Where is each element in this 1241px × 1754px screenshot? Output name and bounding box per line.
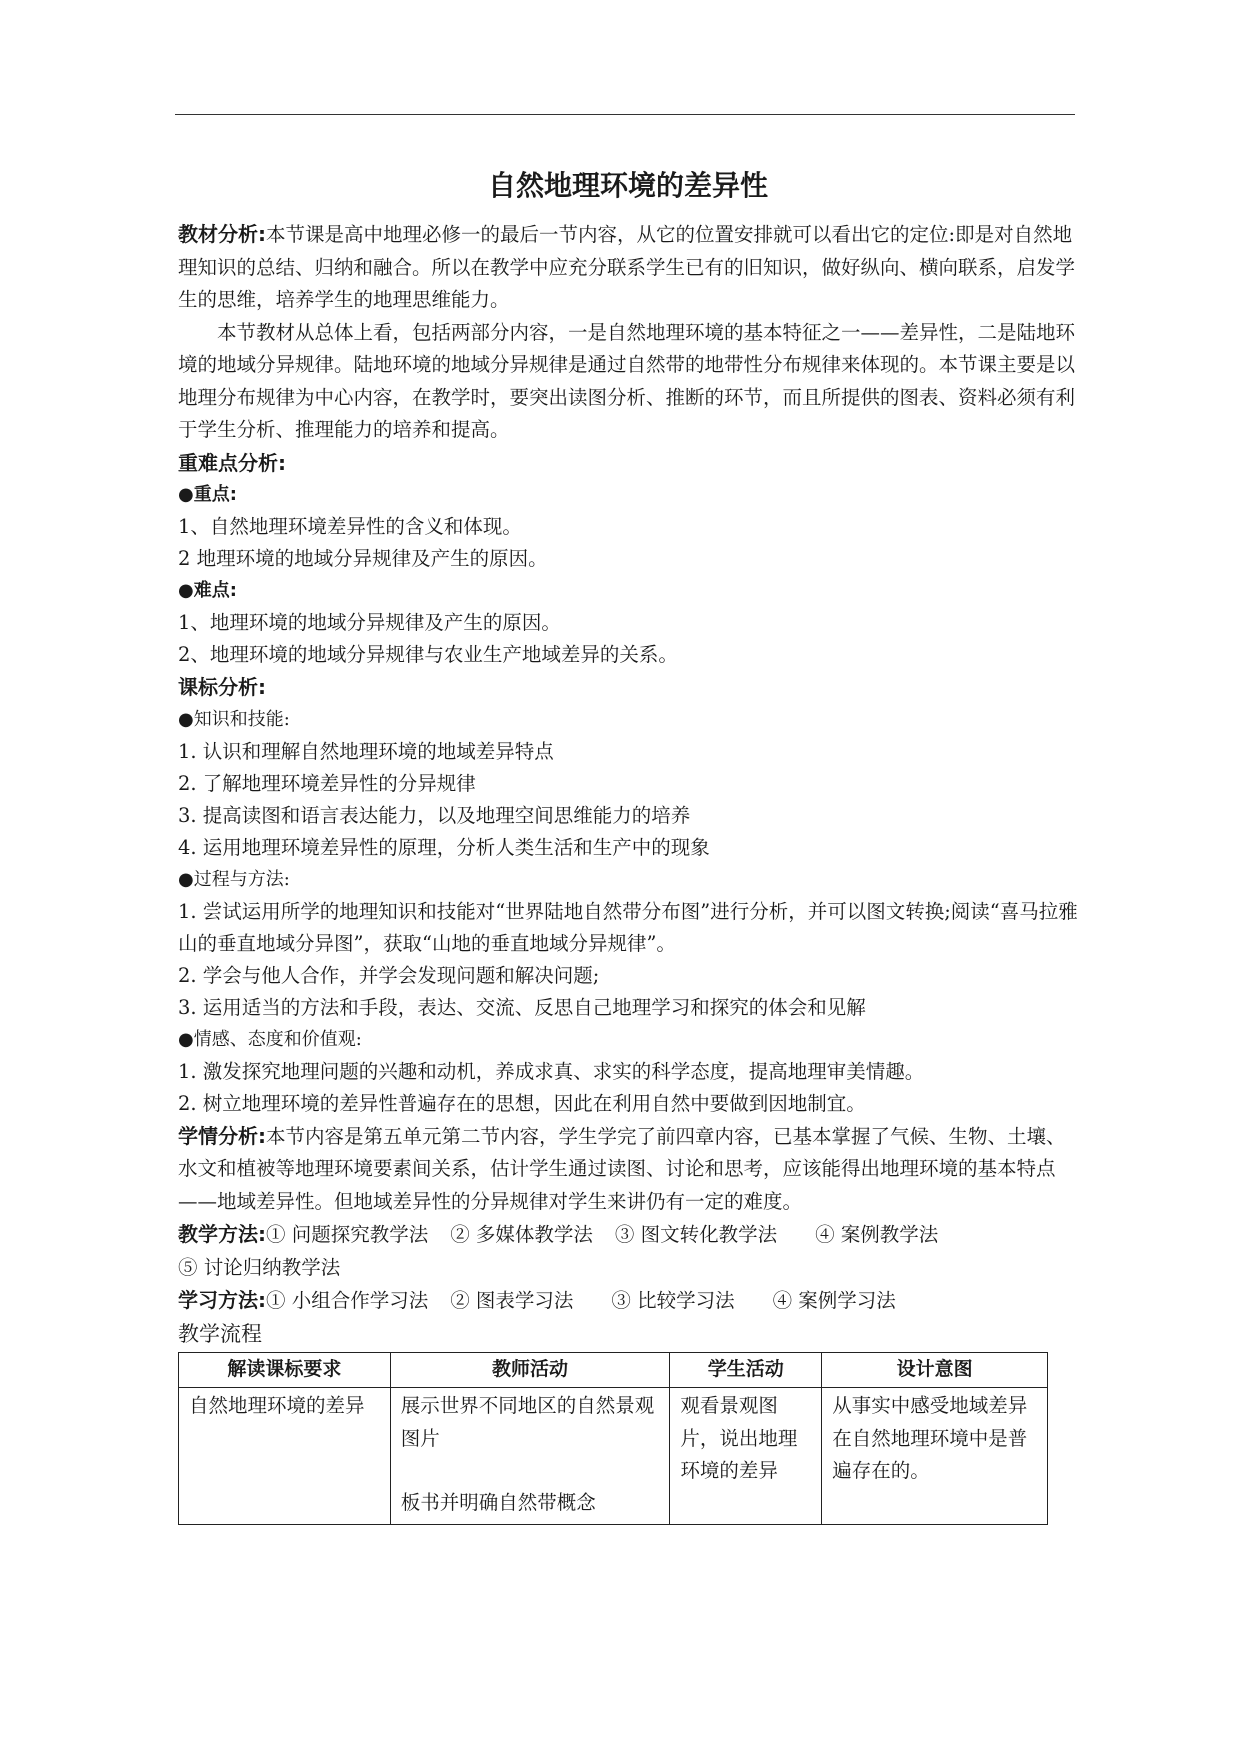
learning-method-item: ② 图表学习法 xyxy=(450,1289,574,1312)
process-item: 1. 尝试运用所学的地理知识和技能对“世界陆地自然带分布图”进行分析，并可以图文转换;阅读“喜马拉雅山的垂直地域分异图”，获取“山地的垂直地域分异规律”。 xyxy=(178,899,1078,955)
learning-method-item: ① 小组合作学习法 xyxy=(266,1289,429,1312)
keypoints-heading: 重难点分析: xyxy=(178,450,286,475)
table-header-row xyxy=(179,1353,1048,1388)
teacher-activity-cell xyxy=(390,1388,670,1525)
emotion-item: 2. 树立地理环境的差异性普遍存在的思想，因此在利用自然中要做到因地制宜。 xyxy=(178,1091,866,1115)
focus-label: ●重点: xyxy=(178,484,237,505)
teacher-activity-text: 展示世界不同地区的自然景观图片 xyxy=(400,1394,655,1450)
difficult-item: 1、地理环境的地域分异规律及产生的原因。 xyxy=(178,611,561,634)
column-header: 解读课标要求 xyxy=(179,1353,391,1388)
process-item: 2. 学会与他人合作，并学会发现问题和解决问题; xyxy=(178,963,600,987)
knowledge-item: 3. 提高读图和语言表达能力，以及地理空间思维能力的培养 xyxy=(178,803,691,827)
knowledge-item: 4. 运用地理环境差异性的原理，分析人类生活和生产中的现象 xyxy=(178,835,710,859)
teaching-method-item: ④ 案例教学法 xyxy=(815,1223,939,1246)
column-header: 教师活动 xyxy=(390,1353,670,1388)
document-body xyxy=(178,218,1078,1525)
standards-heading: 课标分析: xyxy=(178,675,266,699)
teaching-methods-label: 教学方法: xyxy=(178,1222,266,1246)
teaching-methods xyxy=(178,1218,1078,1284)
focus-item: 1、自然地理环境差异性的含义和体现。 xyxy=(178,515,522,538)
column-header: 设计意图 xyxy=(822,1353,1048,1388)
teaching-method-item: ② 多媒体教学法 xyxy=(450,1223,593,1246)
knowledge-label: ●知识和技能: xyxy=(178,708,290,730)
teaching-method-item: ③ 图文转化教学法 xyxy=(614,1223,778,1246)
material-p2: 本节教材从总体上看，包括两部分内容，一是自然地理环境的基本特征之一——差异性，二是陆地环境的地域分异规律。陆地环境的地域分异规律是通过自然带的地带性分布规律来体现的。本节课主要是以地理分布规律为中心内容，在教学时，要突出读图分析、推断的环节，而且所提供的图表、资料必须有利于学生分析、推理能力的培养和提高。 xyxy=(178,320,1076,441)
focus-item: 2 地理环境的地域分异规律及产生的原因。 xyxy=(178,547,548,570)
difficult-label: ●难点: xyxy=(178,580,237,601)
teacher-activity-text: 板书并明确自然带概念 xyxy=(400,1491,596,1514)
teaching-method-item: ① 问题探究教学法 xyxy=(266,1223,429,1246)
learning-methods-label: 学习方法: xyxy=(178,1288,266,1312)
page-title: 自然地理环境的差异性 xyxy=(487,169,768,202)
material-analysis xyxy=(178,218,1078,317)
difficult-item: 2、地理环境的地域分异规律与农业生产地域差异的关系。 xyxy=(178,643,678,666)
emotion-item: 1. 激发探究地理问题的兴趣和动机，养成求真、求实的科学态度，提高地理审美情趣。 xyxy=(178,1059,925,1083)
emotion-label: ●情感、态度和价值观: xyxy=(178,1028,362,1050)
teaching-method-item: ⑤ 讨论归纳教学法 xyxy=(178,1255,341,1279)
learning-method-item: ④ 案例学习法 xyxy=(772,1289,896,1312)
learner-label: 学情分析: xyxy=(178,1123,266,1148)
column-header: 学生活动 xyxy=(670,1353,822,1388)
process-label: ●过程与方法: xyxy=(178,868,290,890)
knowledge-item: 1. 认识和理解自然地理环境的地域差异特点 xyxy=(178,739,554,763)
learning-methods xyxy=(178,1284,1078,1318)
learner-analysis xyxy=(178,1120,1078,1219)
material-label: 教材分析: xyxy=(178,222,266,246)
learner-text: 本节内容是第五单元第二节内容，学生学完了前四章内容，已基本掌握了气候、生物、土壤、水文和植被等地理环境要素间关系，估计学生通过读图、讨论和思考，应该能得出地理环境的基本特点——地域差异性。但地域差异性的分异规律对学生来讲仍有一定的难度。 xyxy=(178,1124,1066,1213)
process-item: 3. 运用适当的方法和手段，表达、交流、反思自己地理学习和探究的体会和见解 xyxy=(178,995,866,1019)
design-intent-cell: 从事实中感受地域差异在自然地理环境中是普遍存在的。 xyxy=(822,1388,1048,1525)
requirement-cell: 自然地理环境的差异 xyxy=(179,1388,391,1525)
knowledge-item: 2. 了解地理环境差异性的分异规律 xyxy=(178,771,476,795)
learning-method-item: ③ 比较学习法 xyxy=(611,1289,735,1312)
flow-label: 教学流程 xyxy=(178,1321,262,1346)
student-activity-cell: 观看景观图片，说出地理环境的差异 xyxy=(670,1388,822,1525)
material-p1: 本节课是高中地理必修一的最后一节内容，从它的位置安排就可以看出它的定位:即是对自然地理知识的总结、归纳和融合。所以在教学中应充分联系学生已有的旧知识，做好纵向、横向联系，启发学生的思维，培养学生的地理思维能力。 xyxy=(178,223,1076,311)
teaching-flow-table xyxy=(178,1352,1048,1525)
table-row xyxy=(179,1388,1048,1525)
header-rule xyxy=(175,114,1075,115)
